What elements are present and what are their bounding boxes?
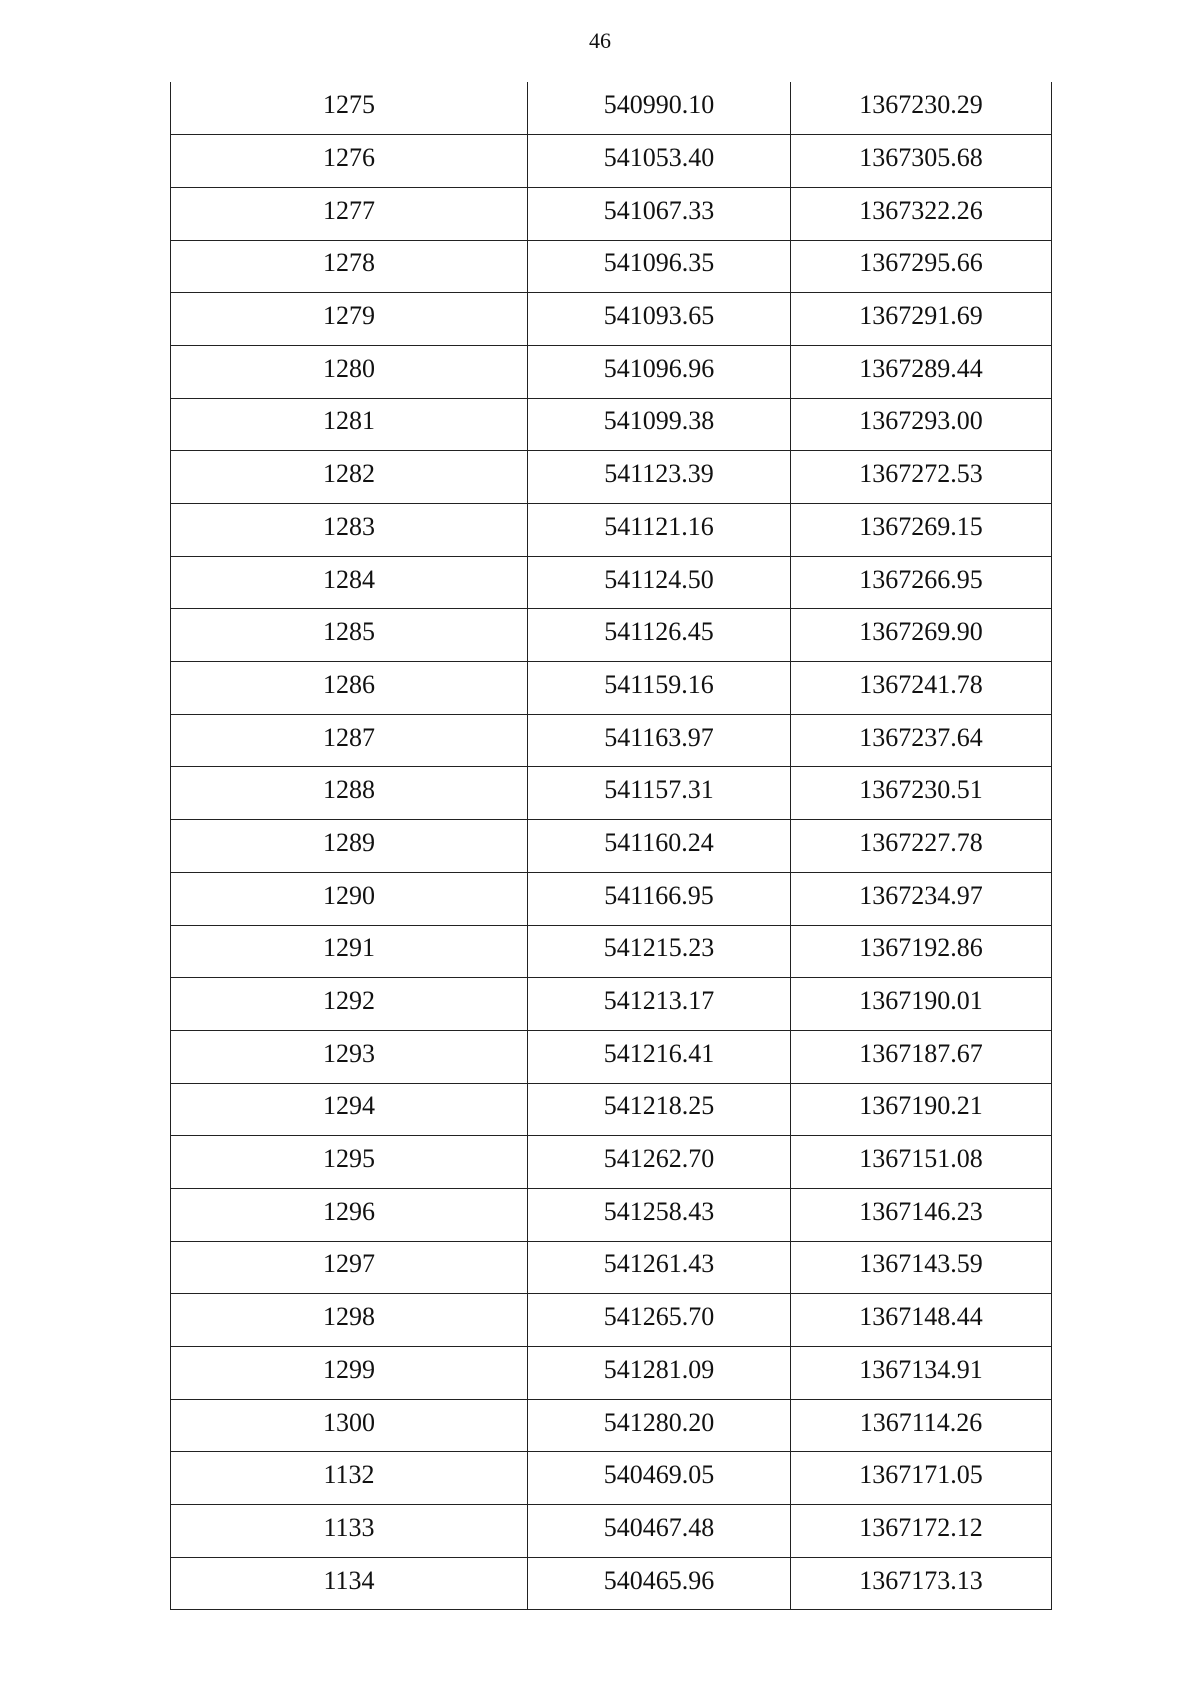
y-coordinate-cell: 1367230.51	[791, 767, 1052, 820]
point-number-cell: 1275	[171, 82, 528, 135]
x-coordinate-cell: 541126.45	[528, 609, 791, 662]
y-coordinate-cell: 1367143.59	[791, 1241, 1052, 1294]
x-coordinate-cell: 541163.97	[528, 714, 791, 767]
page-number: 46	[589, 28, 611, 53]
x-coordinate-cell: 541067.33	[528, 187, 791, 240]
x-coordinate-cell: 541258.43	[528, 1188, 791, 1241]
y-coordinate-cell: 1367148.44	[791, 1294, 1052, 1347]
point-number-cell: 1297	[171, 1241, 528, 1294]
y-coordinate-cell: 1367190.01	[791, 978, 1052, 1031]
x-coordinate-cell: 541123.39	[528, 451, 791, 504]
table-row	[171, 1294, 1052, 1347]
table-row	[171, 1347, 1052, 1400]
table-row	[171, 662, 1052, 715]
x-coordinate-cell: 541215.23	[528, 925, 791, 978]
point-number-cell: 1283	[171, 504, 528, 557]
y-coordinate-cell: 1367187.67	[791, 1030, 1052, 1083]
y-coordinate-cell: 1367237.64	[791, 714, 1052, 767]
y-coordinate-cell: 1367190.21	[791, 1083, 1052, 1136]
y-coordinate-cell: 1367269.15	[791, 504, 1052, 557]
point-number-cell: 1295	[171, 1136, 528, 1189]
x-coordinate-cell: 541160.24	[528, 820, 791, 873]
x-coordinate-cell: 540467.48	[528, 1505, 791, 1558]
point-number-cell: 1296	[171, 1188, 528, 1241]
point-number-cell: 1281	[171, 398, 528, 451]
table-row	[171, 1557, 1052, 1610]
point-number-cell: 1133	[171, 1505, 528, 1558]
table-row	[171, 1452, 1052, 1505]
x-coordinate-cell: 541265.70	[528, 1294, 791, 1347]
point-number-cell: 1298	[171, 1294, 528, 1347]
x-coordinate-cell: 541157.31	[528, 767, 791, 820]
y-coordinate-cell: 1367172.12	[791, 1505, 1052, 1558]
y-coordinate-cell: 1367305.68	[791, 135, 1052, 188]
table-row	[171, 925, 1052, 978]
table-row	[171, 556, 1052, 609]
x-coordinate-cell: 541166.95	[528, 872, 791, 925]
x-coordinate-cell: 541261.43	[528, 1241, 791, 1294]
table-row	[171, 504, 1052, 557]
table-row	[171, 872, 1052, 925]
coordinates-table	[170, 82, 1052, 1610]
y-coordinate-cell: 1367241.78	[791, 662, 1052, 715]
table-row	[171, 978, 1052, 1031]
x-coordinate-cell: 541124.50	[528, 556, 791, 609]
table-row	[171, 293, 1052, 346]
point-number-cell: 1288	[171, 767, 528, 820]
point-number-cell: 1299	[171, 1347, 528, 1400]
table-row	[171, 1505, 1052, 1558]
point-number-cell: 1279	[171, 293, 528, 346]
y-coordinate-cell: 1367291.69	[791, 293, 1052, 346]
y-coordinate-cell: 1367269.90	[791, 609, 1052, 662]
point-number-cell: 1293	[171, 1030, 528, 1083]
y-coordinate-cell: 1367173.13	[791, 1557, 1052, 1610]
y-coordinate-cell: 1367322.26	[791, 187, 1052, 240]
table-row	[171, 451, 1052, 504]
x-coordinate-cell: 541218.25	[528, 1083, 791, 1136]
point-number-cell: 1280	[171, 345, 528, 398]
point-number-cell: 1134	[171, 1557, 528, 1610]
y-coordinate-cell: 1367234.97	[791, 872, 1052, 925]
point-number-cell: 1282	[171, 451, 528, 504]
x-coordinate-cell: 541096.96	[528, 345, 791, 398]
y-coordinate-cell: 1367114.26	[791, 1399, 1052, 1452]
table-row	[171, 609, 1052, 662]
y-coordinate-cell: 1367230.29	[791, 82, 1052, 135]
table-row	[171, 1030, 1052, 1083]
point-number-cell: 1290	[171, 872, 528, 925]
coordinates-table-body	[171, 82, 1052, 1610]
y-coordinate-cell: 1367295.66	[791, 240, 1052, 293]
point-number-cell: 1132	[171, 1452, 528, 1505]
table-row	[171, 82, 1052, 135]
x-coordinate-cell: 541216.41	[528, 1030, 791, 1083]
y-coordinate-cell: 1367146.23	[791, 1188, 1052, 1241]
y-coordinate-cell: 1367272.53	[791, 451, 1052, 504]
point-number-cell: 1292	[171, 978, 528, 1031]
x-coordinate-cell: 541121.16	[528, 504, 791, 557]
y-coordinate-cell: 1367266.95	[791, 556, 1052, 609]
x-coordinate-cell: 541099.38	[528, 398, 791, 451]
table-row	[171, 1241, 1052, 1294]
x-coordinate-cell: 540465.96	[528, 1557, 791, 1610]
y-coordinate-cell: 1367293.00	[791, 398, 1052, 451]
point-number-cell: 1289	[171, 820, 528, 873]
x-coordinate-cell: 541262.70	[528, 1136, 791, 1189]
x-coordinate-cell: 541053.40	[528, 135, 791, 188]
point-number-cell: 1300	[171, 1399, 528, 1452]
point-number-cell: 1284	[171, 556, 528, 609]
x-coordinate-cell: 541096.35	[528, 240, 791, 293]
table-row	[171, 1083, 1052, 1136]
table-row	[171, 714, 1052, 767]
y-coordinate-cell: 1367151.08	[791, 1136, 1052, 1189]
point-number-cell: 1286	[171, 662, 528, 715]
table-row	[171, 240, 1052, 293]
point-number-cell: 1294	[171, 1083, 528, 1136]
point-number-cell: 1277	[171, 187, 528, 240]
x-coordinate-cell: 540990.10	[528, 82, 791, 135]
table-row	[171, 1399, 1052, 1452]
point-number-cell: 1276	[171, 135, 528, 188]
table-row	[171, 1188, 1052, 1241]
x-coordinate-cell: 540469.05	[528, 1452, 791, 1505]
table-row	[171, 398, 1052, 451]
point-number-cell: 1285	[171, 609, 528, 662]
y-coordinate-cell: 1367192.86	[791, 925, 1052, 978]
y-coordinate-cell: 1367134.91	[791, 1347, 1052, 1400]
y-coordinate-cell: 1367171.05	[791, 1452, 1052, 1505]
point-number-cell: 1278	[171, 240, 528, 293]
point-number-cell: 1287	[171, 714, 528, 767]
table-row	[171, 345, 1052, 398]
x-coordinate-cell: 541281.09	[528, 1347, 791, 1400]
table-row	[171, 1136, 1052, 1189]
x-coordinate-cell: 541159.16	[528, 662, 791, 715]
table-row	[171, 187, 1052, 240]
x-coordinate-cell: 541213.17	[528, 978, 791, 1031]
y-coordinate-cell: 1367227.78	[791, 820, 1052, 873]
x-coordinate-cell: 541093.65	[528, 293, 791, 346]
table-row	[171, 135, 1052, 188]
table-row	[171, 820, 1052, 873]
y-coordinate-cell: 1367289.44	[791, 345, 1052, 398]
point-number-cell: 1291	[171, 925, 528, 978]
table-row	[171, 767, 1052, 820]
x-coordinate-cell: 541280.20	[528, 1399, 791, 1452]
